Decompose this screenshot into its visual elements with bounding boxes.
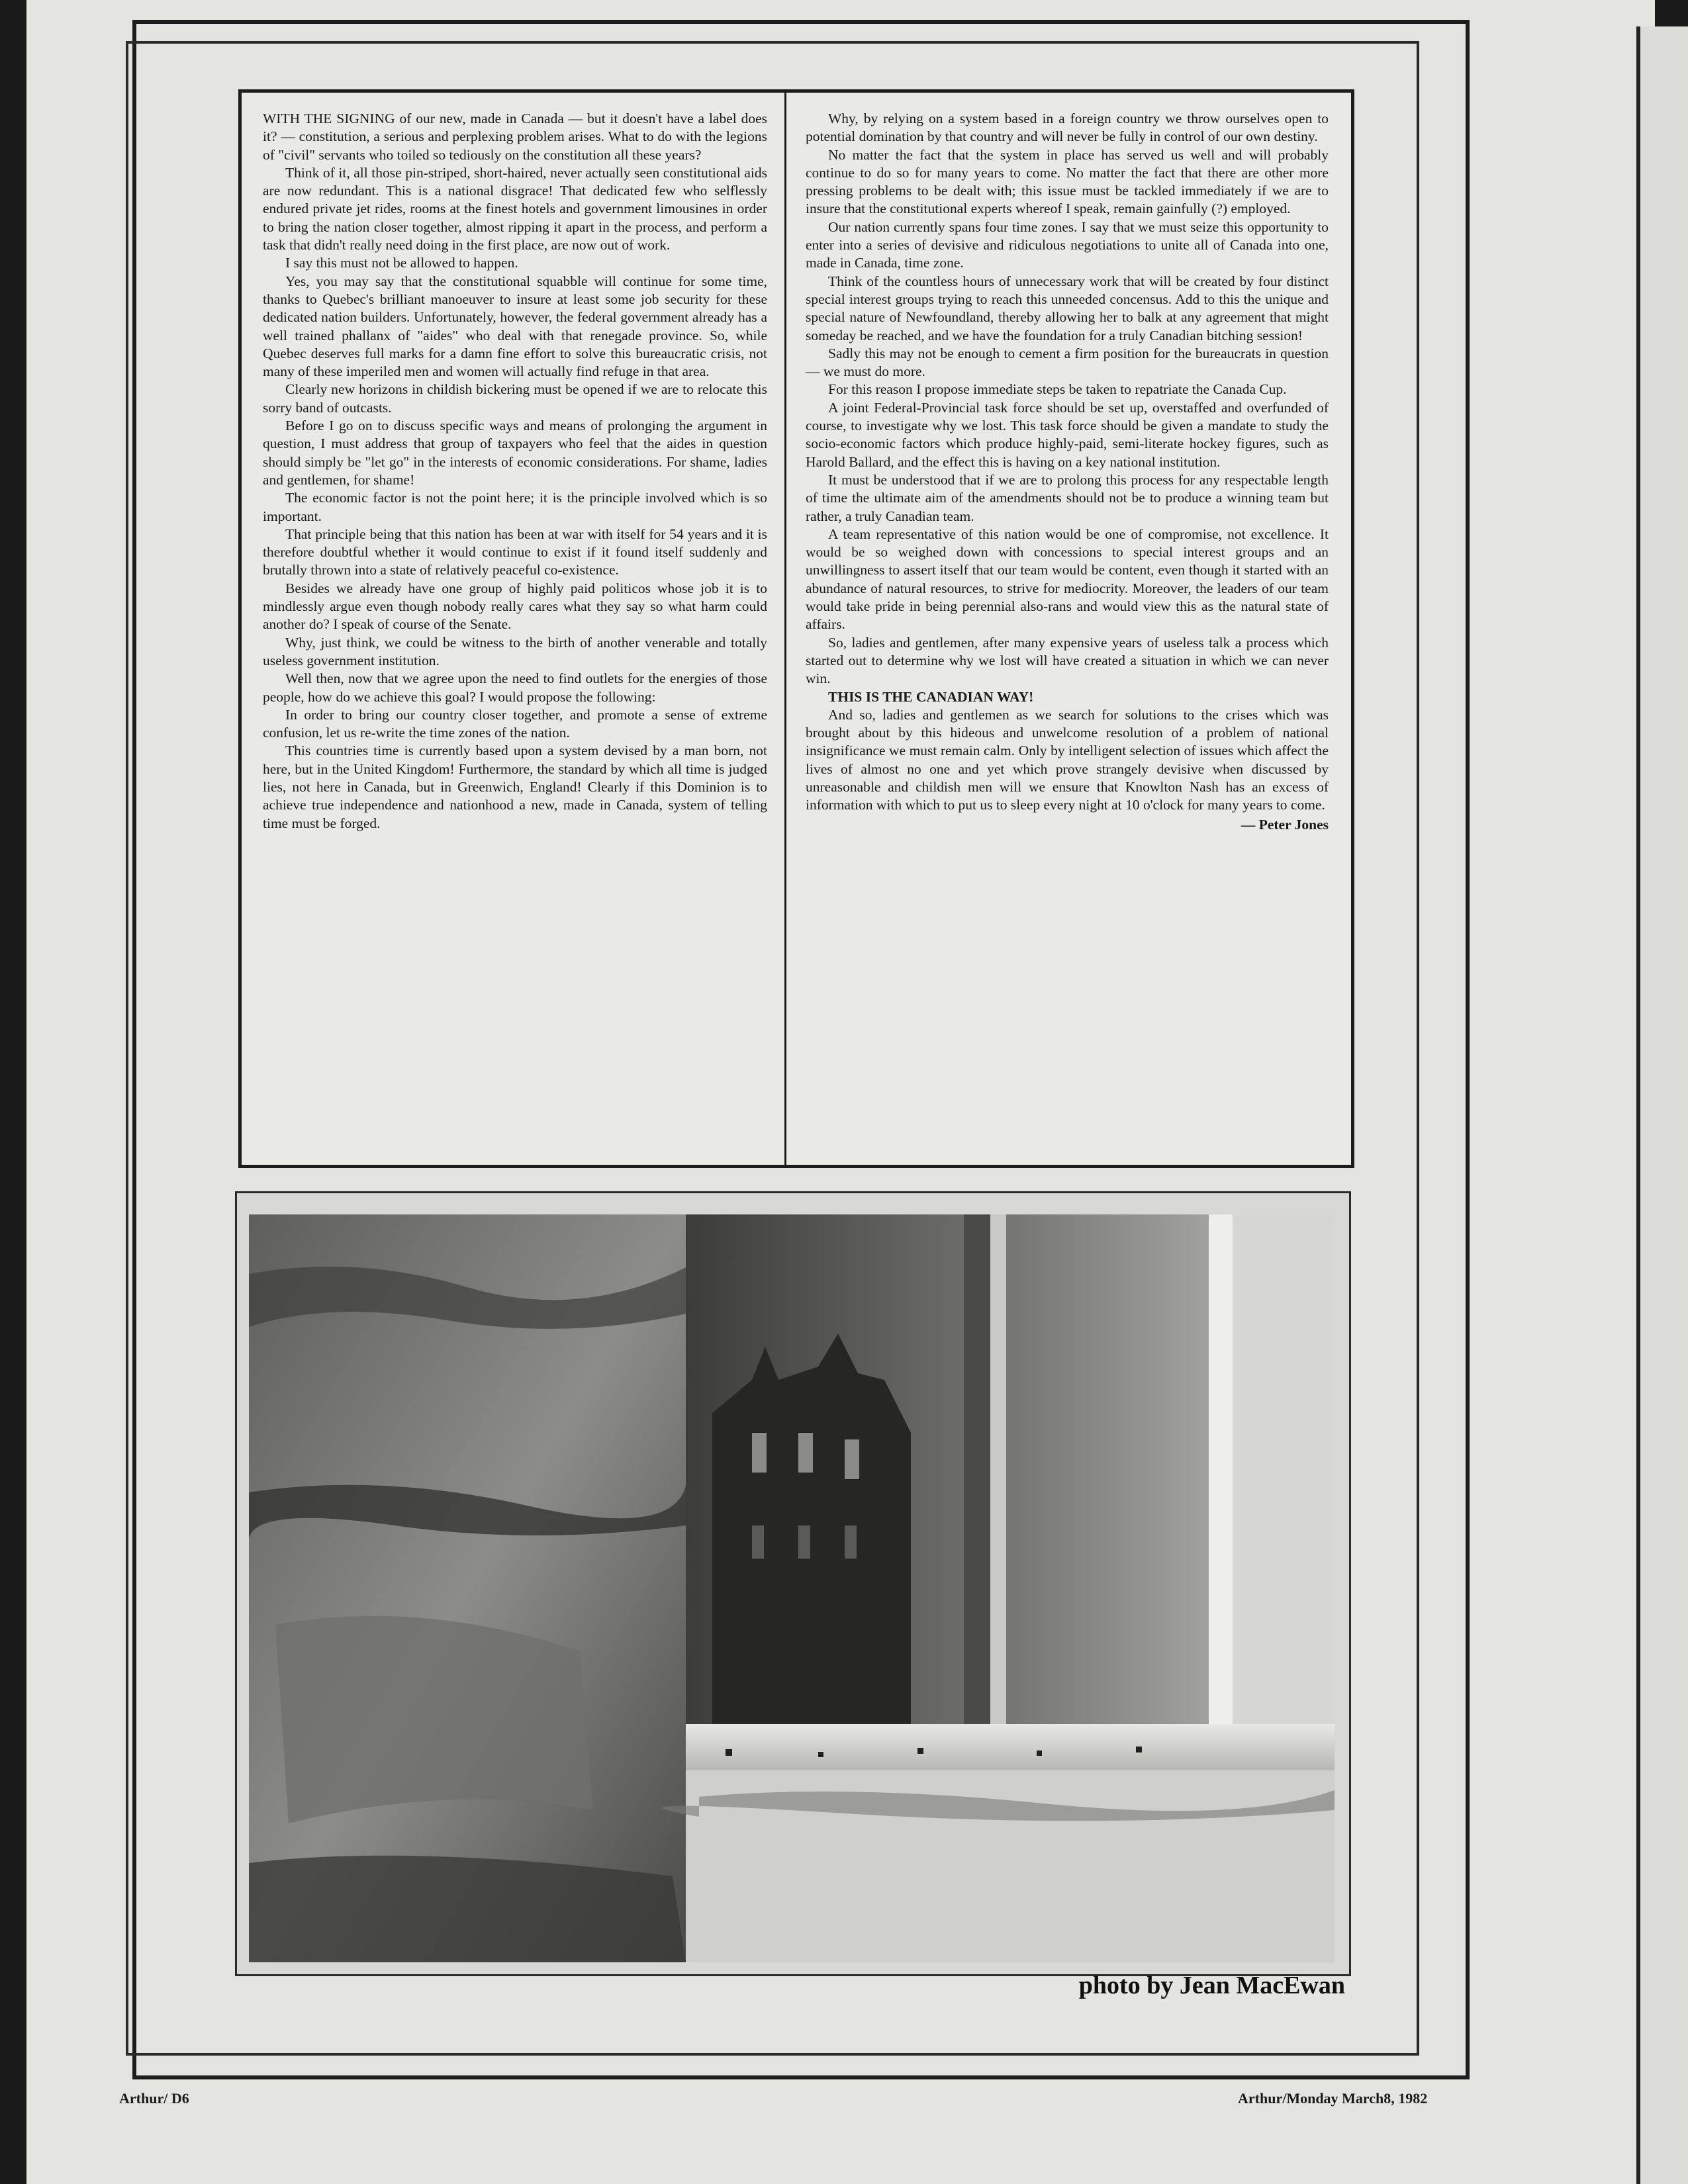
- paragraph: In order to bring our country closer together, and promote a sense of extreme confusion, let us re-write the time zones of the nation.: [263, 706, 767, 741]
- article-right-column: [806, 110, 1329, 834]
- paragraph: A team representative of this nation would be one of compromise, not excellence. It would be so weighed down with concessions to special interest groups and an unwillingness to assert itself that our team would be content, even though it started with an abundance of natural resources, to strive for mediocrity. Moreover, the leaders of our team would take pride in being perennial also-rans and would view this as the natural state of affairs.: [806, 525, 1329, 633]
- photograph: [249, 1214, 1335, 1962]
- paragraph: Yes, you may say that the constitutional squabble will continue for some time, thanks to Quebec's brilliant manoeuver to insure at least some job security for these dedicated nation builders. Unfortunately, however, the federal government already has a well trained phallanx of "aides" who deal with that renegade province. So, while Quebec deserves full marks for a damn fine effort to solve this bureaucratic crisis, not many of these imperiled men and women will actually find refuge in that area.: [263, 273, 767, 380]
- paragraph: And so, ladies and gentlemen as we search for solutions to the crises which was brought about by this hideous and unwelcome resolution of a problem of national insignificance we must remain calm. Only by intelligent selection of issues which affect the lives of almost no one and yet which prove strangely devisive when discussed by unreasonable and childish men will we ensure that Knowlton Nash has an excess of information with which to put us to sleep every night at 10 o'clock for many years to come.: [806, 706, 1329, 813]
- paragraph: So, ladies and gentlemen, after many expensive years of useless talk a process which started out to determine why we lost will have created a situation in which we can never win.: [806, 634, 1329, 687]
- paragraph: [263, 110, 767, 164]
- photo-frame: [235, 1191, 1351, 1976]
- lead-in: WITH THE SIGNING: [263, 111, 395, 126]
- paragraph: Besides we already have one group of highly paid politicos whose job it is to mindlessly argue even though nobody really cares what they say so what harm could another do? I speak of course of the Senate.: [263, 580, 767, 633]
- paragraph: Sadly this may not be enough to cement a firm position for the bureaucrats in question — we must do more.: [806, 345, 1329, 380]
- paragraph: For this reason I propose immediate steps be taken to repatriate the Canada Cup.: [828, 381, 1287, 398]
- paragraph: Why, by relying on a system based in a foreign country we throw ourselves open to potential domination by that country and will never be fully in control of our own destiny.: [806, 111, 1329, 145]
- paragraph: I say this must not be allowed to happen.: [285, 255, 518, 271]
- page-folio-right: Arthur/Monday March8, 1982: [1238, 2090, 1428, 2107]
- byline: — Peter Jones: [1241, 816, 1329, 833]
- paragraph: It must be understood that if we are to prolong this process for any respectable length of time the ultimate aim of the amendments should not be to produce a winning team but rather, a truly Canadian team.: [806, 471, 1329, 524]
- column-rule: [784, 93, 786, 1165]
- paragraph: Clearly new horizons in childish bickering must be opened if we are to relocate this sorry band of outcasts.: [263, 381, 767, 416]
- photo-caption: photo by Jean MacEwan: [1078, 1972, 1345, 1999]
- page-folio-left: Arthur/ D6: [119, 2090, 189, 2107]
- slogan: THIS IS THE CANADIAN WAY!: [828, 688, 1034, 705]
- paragraph: A joint Federal-Provincial task force should be set up, overstaffed and overfunded of course, to investigate why we lost. This task force should be given a mandate to study the socio-economic factors which produce highly-paid, semi-literate hockey figures, such as Harold Ballard, and the effect this is having on a key national institution.: [806, 399, 1329, 470]
- paragraph: No matter the fact that the system in place has served us well and will probably continue to do so for many years to come. No matter the fact that there are other more pressing problems to be dealt with; this issue must be tackled immediately if we are to insure that the constitutional experts whereof I speak, remain gainfully (?) employed.: [806, 146, 1329, 217]
- paragraph: Think of the countless hours of unnecessary work that will be created by four distinct special interest groups trying to reach this unneeded concensus. Add to this the unique and special nature of Newfoundland, thereby allowing her to balk at any agreement that might someday be reached, and we have the foundation for a truly Canadian bitching session!: [806, 273, 1329, 343]
- photo-window-reflection: [249, 1214, 1335, 1962]
- paragraph: That principle being that this nation has been at war with itself for 54 years and it is therefore doubtful whether it would continue to exist if it found itself suddenly and brutally thrown into a state of relatively peaceful co-existence.: [263, 525, 767, 578]
- paragraph: The economic factor is not the point here; it is the principle involved which is so important.: [263, 490, 767, 524]
- paragraph-rest: of our new, made in Canada — but it doesn't have a label does it? — constitution, a serious and perplexing problem arises. What to do with the legions of "civil" servants who toiled so tediously on the constitution all these years?: [263, 111, 767, 163]
- paragraph: This countries time is currently based upon a system devised by a man born, not here, but in the United Kingdom! Furthermore, the standard by which all time is judged lies, not here in Canada, but in Greenwich, England! Clearly if this Dominion is to achieve true independence and nationhood a new, made in Canada, system of telling time must be forged.: [263, 743, 767, 831]
- paragraph: Why, just think, we could be witness to the birth of another venerable and totally useless government institution.: [263, 634, 767, 668]
- paragraph: Think of it, all those pin-striped, short-haired, never actually seen constitutional aids are now redundant. This is a national disgrace! That dedicated few who selflessly endured private jet rides, rooms at the finest hotels and government limousines in order to bring the nation closer together, almost ripping it apart in the process, and perform a task that didn't really need doing in the first place, are now out of work.: [263, 164, 767, 253]
- paragraph: Before I go on to discuss specific ways and means of prolonging the argument in question, I must address that group of taxpayers who feel that the aides in question should simply be "let go" in the interests of economic considerations. For shame, ladies and gentlemen, for shame!: [263, 418, 767, 488]
- adjacent-page-edge: [1636, 26, 1688, 2184]
- article-box: [238, 89, 1354, 1168]
- paragraph: Well then, now that we agree upon the need to find outlets for the energies of those people, how do we achieve this goal? I would propose the following:: [263, 670, 767, 705]
- paragraph: Our nation currently spans four time zones. I say that we must seize this opportunity to enter into a series of devisive and ridiculous negotiations to unite all of Canada into one, made in Canada, time zone.: [806, 218, 1329, 271]
- article-left-column: [263, 110, 767, 833]
